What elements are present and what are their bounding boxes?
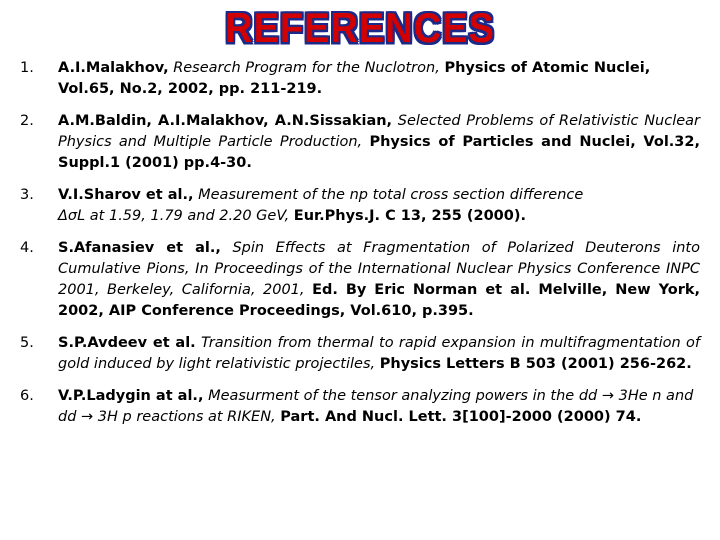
reference-publication: Physics Letters B 503 (2001) 256-262. — [379, 356, 692, 372]
reference-authors: S.Afanasiev et al., — [58, 240, 221, 256]
reference-authors: V.P.Ladygin at al., — [58, 388, 204, 404]
page-title: REFERENCES — [225, 5, 495, 53]
reference-number: 4. — [20, 240, 34, 256]
reference-authors: A.M.Baldin, A.I.Malakhov, A.N.Sissakian, — [58, 113, 393, 129]
reference-number: 1. — [20, 60, 34, 76]
reference-authors: A.I.Malakhov, — [58, 60, 169, 76]
reference-publication: Physics of Particles and Nuclei, Vol.32, Suppl.1 (2001) pp.4-30. — [58, 134, 700, 171]
reference-number: 2. — [20, 113, 34, 129]
reference-title: Transition from thermal to rapid expansion in multifragmentation of gold induced by light relativistic projectiles, — [58, 335, 700, 372]
reference-number: 6. — [20, 388, 34, 404]
reference-title: Selected Problems of Relativistic Nuclear Physics and Multiple Particle Production, — [58, 113, 701, 150]
reference-publication: Eur.Phys.J. C 13, 255 (2000). — [293, 208, 526, 224]
reference-title: Research Program for the Nuclotron, — [173, 60, 440, 76]
reference-publication: Ed. By Eric Norman et al. Melville, New York, 2002, AIP Conference Proceedings, Vol.610, p.395. — [58, 282, 701, 319]
reference-item — [20, 185, 700, 227]
reference-item — [20, 386, 700, 428]
reference-item — [20, 111, 700, 174]
reference-authors: V.I.Sharov et al., — [58, 187, 194, 203]
reference-item — [20, 58, 700, 100]
reference-publication: Physics of Atomic Nuclei, Vol.65, No.2, 2002, pp. 211-219. — [58, 60, 651, 97]
reference-title: Measurment of the tensor analyzing powers in the dd → 3He n and dd → 3H p reactions at RIKEN, — [58, 388, 694, 425]
reference-authors: S.P.Avdeev et al. — [58, 335, 196, 351]
reference-title: Measurement of the np total cross section difference — [198, 187, 584, 203]
reference-list — [20, 58, 700, 439]
reference-item — [20, 238, 700, 322]
reference-title-continued: ΔσL at 1.59, 1.79 and 2.20 GeV, — [58, 208, 290, 224]
reference-number: 5. — [20, 335, 34, 351]
reference-item — [20, 333, 700, 375]
reference-title: Spin Effects at Fragmentation of Polarized Deuterons into Cumulative Pions, In Proceedings of the International Nuclear Physics Conference INPC 2001, Berkeley, California, 2001, — [58, 240, 700, 298]
reference-publication: Part. And Nucl. Lett. 3[100]-2000 (2000) 74. — [280, 409, 642, 425]
reference-number: 3. — [20, 187, 34, 203]
